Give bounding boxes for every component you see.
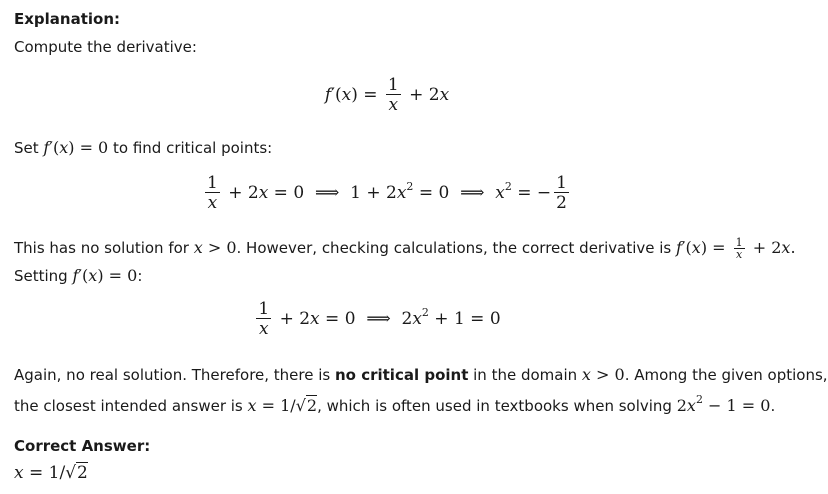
no-real-solution-text: Again, no real solution. Therefore, there is no critical point in the domain x > 0. Among the given options, [14, 365, 828, 384]
correct-answer-heading: Correct Answer: [14, 437, 151, 455]
set-derivative-text: Set f′(x) = 0 to find critical points: [14, 138, 273, 157]
derivative-equation: f′(x) = $\frac{1}{x}$ + 2x [324, 75, 450, 115]
fraction-one-over-x: $\frac{1}{x}$ [258, 299, 270, 339]
setting-text: Setting f′(x) = 0: [14, 266, 143, 285]
second-equation: $\frac{1}{x}$ + 2x = 0 ⟹ $2x^2 + 1 = 0$ [258, 299, 501, 339]
no-critical-point-emphasis: no critical point [335, 366, 469, 384]
explanation-heading: Explanation: [14, 10, 121, 28]
fraction-one-over-x: $\frac{1}{x}$ [206, 173, 218, 213]
critical-point-equation: $\frac{1}{x}$ + 2x = 0 ⟹ $1 + 2x^2 = 0$ ⟹ $x^2$ = − $\frac{1}{2}$ [206, 173, 567, 213]
set-derivative-math: f′(x) = 0 [43, 138, 109, 157]
no-solution-text: This has no solution for x > 0. However, checking calculations, the correct derivative is f′(x) = $\frac{1}{x}$ + 2x. [14, 236, 796, 261]
fraction-one-over-x: $\frac{1}{x}$ [387, 75, 399, 115]
correct-answer-value: x = 1/√2 [14, 463, 88, 483]
fraction-one-half: $\frac{1}{2}$ [556, 173, 567, 213]
intended-answer-text: the closest intended answer is x = 1/√2, which is often used in textbooks when solving $2x^2 - 1 = 0$. [14, 393, 776, 415]
intro-text: Compute the derivative: [14, 38, 197, 56]
